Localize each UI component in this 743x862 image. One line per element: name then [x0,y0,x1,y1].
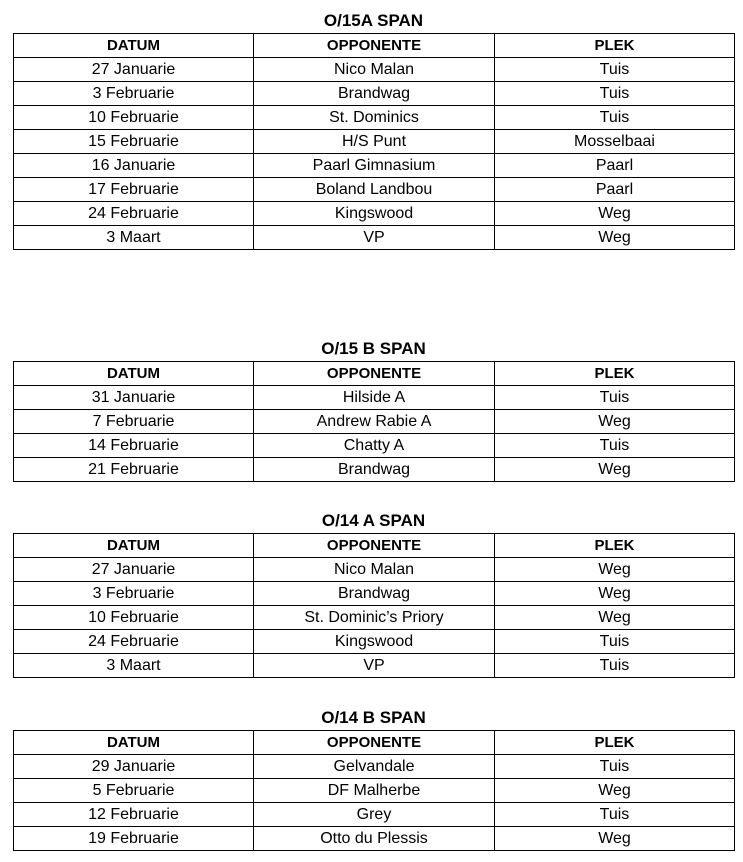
cell-plek: Weg [495,606,735,630]
cell-datum: 24 Februarie [14,202,254,226]
table-row [14,755,735,779]
cell-datum: 10 Februarie [14,606,254,630]
cell-plek: Tuis [495,654,735,678]
section-title: O/15 B SPAN [321,339,426,358]
fixtures-table [13,730,735,851]
cell-opponente: Brandwag [254,82,495,106]
cell-datum: 14 Februarie [14,434,254,458]
cell-plek: Weg [495,558,735,582]
table-row [14,226,735,250]
cell-opponente: Paarl Gimnasium [254,154,495,178]
header-datum: DATUM [14,731,254,755]
cell-opponente: Gelvandale [254,755,495,779]
header-datum: DATUM [14,34,254,58]
cell-plek: Tuis [495,58,735,82]
header-row [14,362,735,386]
cell-opponente: St. Dominics [254,106,495,130]
cell-datum: 12 Februarie [14,803,254,827]
cell-opponente: Andrew Rabie A [254,410,495,434]
table-row [14,130,735,154]
header-plek: PLEK [495,362,735,386]
cell-opponente: Brandwag [254,458,495,482]
table-row [14,803,735,827]
table-row [14,434,735,458]
cell-opponente: H/S Punt [254,130,495,154]
cell-plek: Tuis [495,82,735,106]
cell-opponente: VP [254,226,495,250]
cell-opponente: Kingswood [254,202,495,226]
cell-datum: 17 Februarie [14,178,254,202]
header-datum: DATUM [14,534,254,558]
table-row [14,558,735,582]
header-plek: PLEK [495,34,735,58]
cell-opponente: Boland Landbou [254,178,495,202]
section-o15b [13,337,734,482]
table-row [14,106,735,130]
header-opponente: OPPONENTE [254,34,495,58]
cell-opponente: Nico Malan [254,558,495,582]
cell-plek: Weg [495,582,735,606]
table-row [14,154,735,178]
cell-opponente: Nico Malan [254,58,495,82]
section-o14a [13,509,734,678]
table-row [14,654,735,678]
fixtures-table [13,361,735,482]
table-row [14,827,735,851]
fixtures-table [13,533,735,678]
section-title: O/14 A SPAN [321,511,426,530]
cell-datum: 5 Februarie [14,779,254,803]
cell-opponente: Chatty A [254,434,495,458]
cell-datum: 7 Februarie [14,410,254,434]
header-row [14,534,735,558]
header-plek: PLEK [495,534,735,558]
header-opponente: OPPONENTE [254,534,495,558]
cell-datum: 24 Februarie [14,630,254,654]
table-row [14,386,735,410]
section-title: O/14 B SPAN [321,708,426,727]
header-row [14,34,735,58]
table-row [14,779,735,803]
table-row [14,582,735,606]
cell-plek: Tuis [495,106,735,130]
cell-datum: 3 Februarie [14,582,254,606]
cell-datum: 27 Januarie [14,58,254,82]
cell-plek: Paarl [495,178,735,202]
header-opponente: OPPONENTE [254,362,495,386]
cell-opponente: VP [254,654,495,678]
table-row [14,82,735,106]
header-opponente: OPPONENTE [254,731,495,755]
fixtures-table [13,33,735,250]
table-row [14,606,735,630]
table-row [14,202,735,226]
cell-plek: Weg [495,458,735,482]
cell-datum: 29 Januarie [14,755,254,779]
cell-datum: 27 Januarie [14,558,254,582]
cell-plek: Weg [495,779,735,803]
cell-plek: Tuis [495,630,735,654]
cell-opponente: Brandwag [254,582,495,606]
cell-datum: 21 Februarie [14,458,254,482]
cell-plek: Tuis [495,386,735,410]
table-row [14,58,735,82]
table-row [14,178,735,202]
cell-datum: 19 Februarie [14,827,254,851]
cell-plek: Tuis [495,434,735,458]
cell-opponente: Hilside A [254,386,495,410]
cell-plek: Paarl [495,154,735,178]
table-row [14,410,735,434]
cell-plek: Weg [495,226,735,250]
header-plek: PLEK [495,731,735,755]
section-o15a [13,9,734,250]
section-o14b [13,706,734,851]
cell-datum: 10 Februarie [14,106,254,130]
header-row [14,731,735,755]
cell-plek: Mosselbaai [495,130,735,154]
cell-datum: 3 Maart [14,654,254,678]
cell-datum: 16 Januarie [14,154,254,178]
cell-plek: Weg [495,827,735,851]
cell-datum: 31 Januarie [14,386,254,410]
section-title: O/15A SPAN [323,11,424,30]
cell-plek: Weg [495,410,735,434]
cell-opponente: Otto du Plessis [254,827,495,851]
cell-opponente: St. Dominic’s Priory [254,606,495,630]
cell-plek: Tuis [495,803,735,827]
cell-opponente: Grey [254,803,495,827]
cell-plek: Weg [495,202,735,226]
cell-datum: 15 Februarie [14,130,254,154]
cell-opponente: DF Malherbe [254,779,495,803]
table-row [14,458,735,482]
cell-datum: 3 Februarie [14,82,254,106]
cell-datum: 3 Maart [14,226,254,250]
cell-opponente: Kingswood [254,630,495,654]
table-row [14,630,735,654]
cell-plek: Tuis [495,755,735,779]
header-datum: DATUM [14,362,254,386]
